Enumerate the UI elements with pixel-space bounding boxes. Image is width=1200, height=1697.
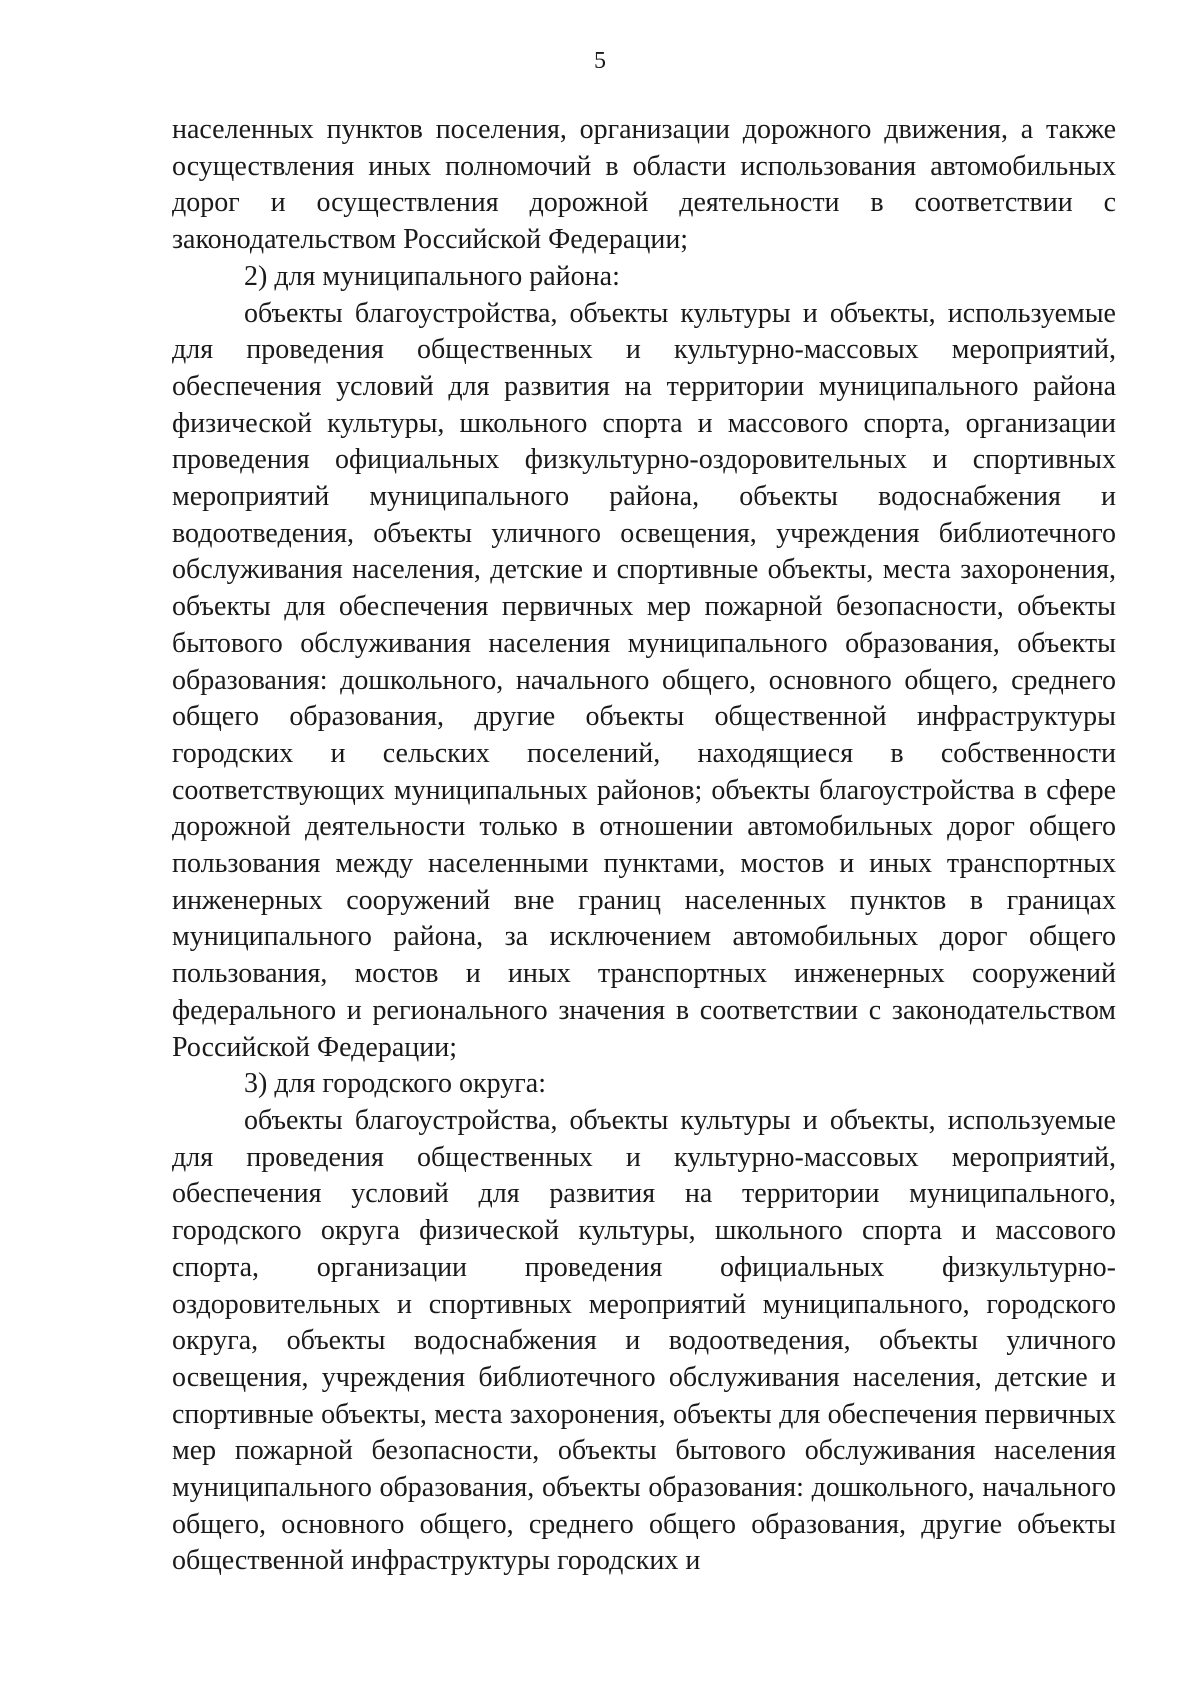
paragraph-municipal-district-objects: объекты благоустройства, объекты культуры и объекты, используемые для проведения общественных и культурно-массовых мероприятий, обеспечения условий для развития на территории муниципального района физической культуры, школьного спорта и массового спорта, организации проведения официальных физкультурно-оздоровительных и спортивных мероприятий муниципального района, объекты водоснабжения и водоотведения, объекты уличного освещения, учреждения библиотечного обслуживания населения, детские и спортивные объекты, места захоронения, объекты для обеспечения первичных мер пожарной безопасности, объекты бытового обслуживания населения муниципального образования, объекты образования: дошкольного, начального общего, основного общего, среднего общего образования, другие объекты общественной инфраструктуры городских и сельских поселений, находящиеся в собственности соответствующих муниципальных районов; объекты благоустройства в сфере дорожной деятельности только в отношении автомобильных дорог общего пользования между населенными пунктами, мостов и иных транспортных инженерных сооружений вне границ населенных пунктов в границах муниципального района, за исключением автомобильных дорог общего пользования, мостов и иных транспортных инженерных сооружений федерального и регионального значения в соответствии с законодательством Российской Федерации;: [172, 297, 1116, 1063]
list-item-municipal-district: 2) для муниципального района:: [244, 260, 620, 292]
document-body: [172, 112, 1116, 1580]
paragraph-continuation: населенных пунктов поселения, организации дорожного движения, а также осуществления иных полномочий в области использования автомобильных дорог и осуществления дорожной деятельности в соответствии с законодательством Российской Федерации;: [172, 114, 1116, 256]
paragraph-urban-district-objects: объекты благоустройства, объекты культуры и объекты, используемые для проведения общественных и культурно-массовых мероприятий, обеспечения условий для развития на территории муниципального, городского округа физической культуры, школьного спорта и массового спорта, организации проведения официальных физкультурно-оздоровительных и спортивных мероприятий муниципального, городского округа, объекты водоснабжения и водоотведения, объекты уличного освещения, учреждения библиотечного обслуживания населения, детские и спортивные объекты, места захоронения, объекты для обеспечения первичных мер пожарной безопасности, объекты бытового обслуживания населения муниципального образования, объекты образования: дошкольного, начального общего, основного общего, среднего общего образования, другие объекты общественной инфраструктуры городских и: [172, 1104, 1116, 1577]
list-item-urban-district: 3) для городского округа:: [244, 1068, 546, 1100]
page-number: 5: [594, 48, 606, 74]
